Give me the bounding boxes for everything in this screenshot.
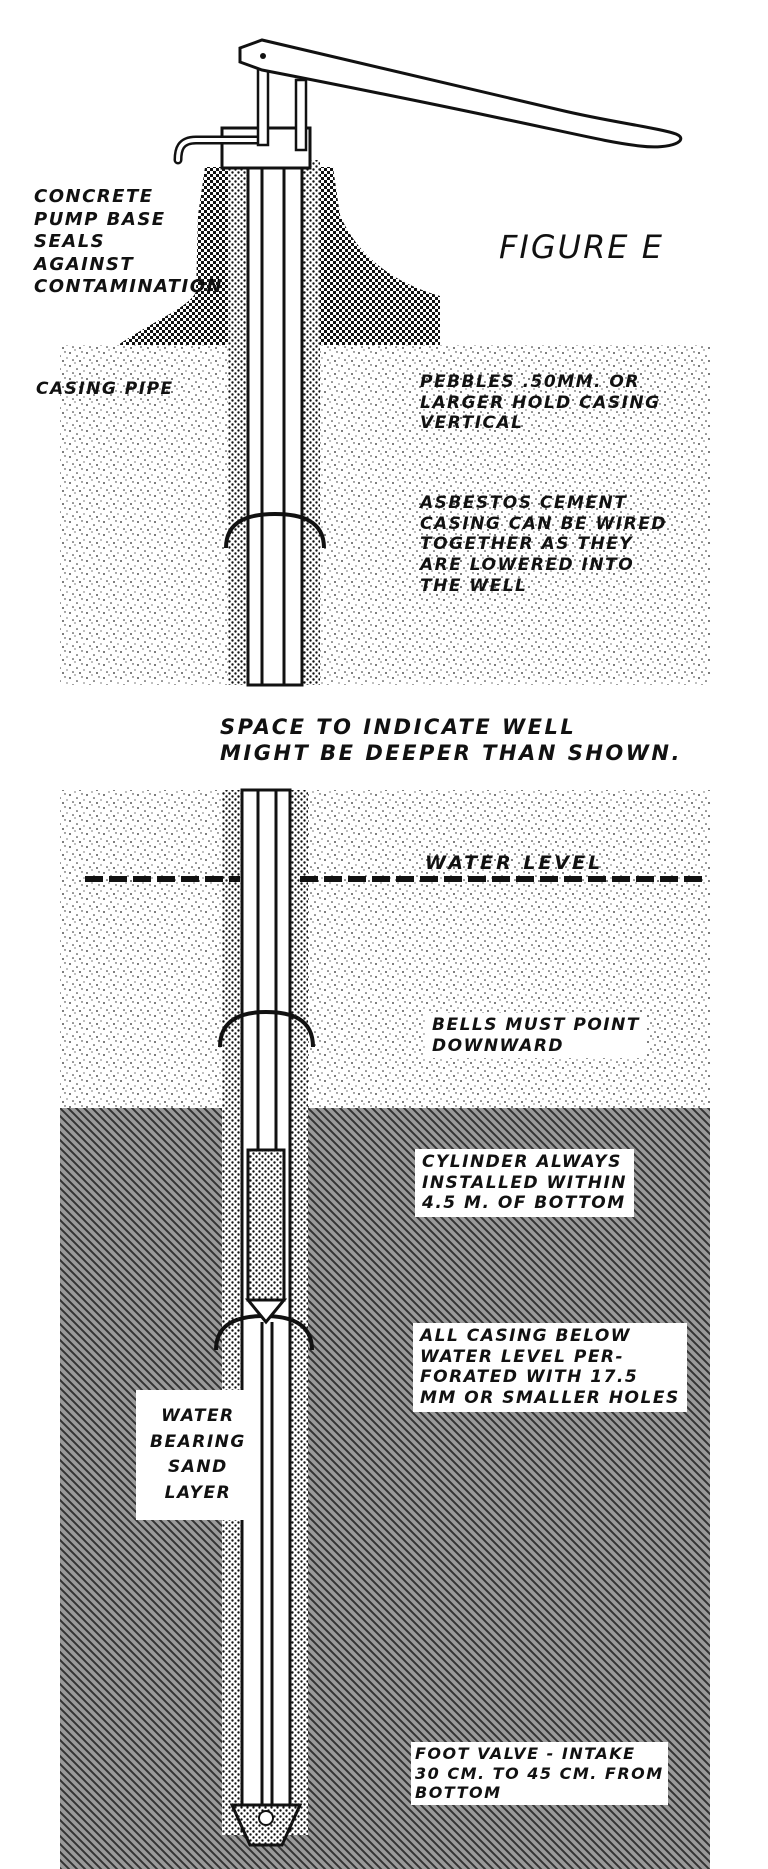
label-foot-valve: FOOT VALVE - INTAKE 30 CM. TO 45 CM. FROM BOTTOM — [411, 1742, 668, 1805]
label-water-level: WATER LEVEL — [425, 852, 604, 874]
hand-pump-head — [178, 40, 681, 168]
label-perforated-casing: ALL CASING BELOW WATER LEVEL PER- FORATED WITH 17.5 MM OR SMALLER HOLES — [413, 1323, 687, 1412]
label-asbestos-casing: ASBESTOS CEMENT CASING CAN BE WIRED TOGETHER AS THEY ARE LOWERED INTO THE WELL — [420, 493, 667, 596]
soil-middle — [60, 790, 710, 1110]
casing-pipe-upper — [248, 160, 302, 685]
label-cylinder: CYLINDER ALWAYS INSTALLED WITHIN 4.5 M. OF BOTTOM — [415, 1149, 634, 1217]
label-water-bearing-sand: WATER BEARING SAND LAYER — [136, 1390, 260, 1520]
label-concrete-pump-base: CONCRETE PUMP BASE SEALS AGAINST CONTAMINATION — [34, 186, 224, 297]
label-bells: BELLS MUST POINT DOWNWARD — [426, 1013, 646, 1058]
foot-valve-ball — [259, 1811, 273, 1825]
label-space-note: SPACE TO INDICATE WELL MIGHT BE DEEPER THAN SHOWN. — [220, 715, 682, 765]
figure-title: FIGURE E — [499, 228, 664, 266]
label-casing-pipe: CASING PIPE — [36, 379, 174, 399]
label-pebbles: PEBBLES .50MM. OR LARGER HOLD CASING VERTICAL — [420, 372, 661, 434]
